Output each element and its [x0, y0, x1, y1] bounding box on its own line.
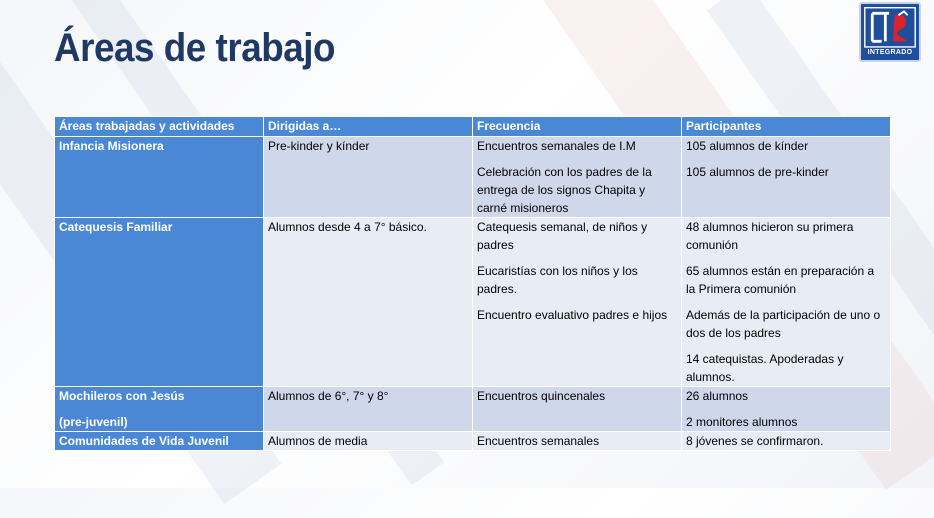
activities-table [54, 116, 891, 451]
participantes-cell [682, 432, 891, 451]
cell-text: Catequesis semanal, de niños y padres [477, 220, 648, 252]
table-row [55, 137, 891, 218]
header-frecuencia: Frecuencia [473, 117, 682, 137]
cell-text: Además de la participación de uno o dos de los padres [686, 308, 881, 340]
header-participantes: Participantes [682, 117, 891, 137]
participantes-cell [682, 137, 891, 218]
participantes-cell [682, 387, 891, 432]
header-dirigidas: Dirigidas a… [264, 117, 473, 137]
cell-text: 8 jóvenes se confirmaron. [686, 434, 824, 448]
area-cell [55, 218, 264, 387]
cell-text: Alumnos de 6°, 7° y 8° [268, 389, 389, 403]
cell-text: Encuentros quincenales [477, 389, 606, 403]
school-logo [859, 2, 921, 62]
cell-text: Pre-kinder y kínder [268, 139, 370, 153]
cell-text: 26 alumnos [686, 389, 749, 403]
dirigidas-cell [264, 137, 473, 218]
cell-text: 65 alumnos están en preparación a la Primera comunión [686, 264, 875, 296]
cell-text: 105 alumnos de pre-kinder [686, 165, 829, 179]
participantes-cell [682, 218, 891, 387]
cell-text: 14 catequistas. Apoderadas y alumnos. [686, 352, 844, 384]
area-name: Mochileros con Jesús [59, 389, 185, 403]
area-cell [55, 387, 264, 432]
cell-text: Celebración con los padres de la entrega de los signos Chapita y carné misioneros [477, 165, 652, 215]
frecuencia-cell [473, 387, 682, 432]
frecuencia-cell [473, 137, 682, 218]
table-header-row [55, 117, 891, 137]
area-cell [55, 432, 264, 451]
cell-text: Encuentros semanales de I.M [477, 139, 636, 153]
logo-text: INTEGRADO [867, 49, 913, 56]
area-cell [55, 137, 264, 218]
dirigidas-cell [264, 218, 473, 387]
dirigidas-cell [264, 432, 473, 451]
cell-text: 2 monitores alumnos [686, 415, 798, 429]
cell-text: 105 alumnos de kínder [686, 139, 809, 153]
slide-title: Áreas de trabajo [54, 26, 336, 70]
table-row [55, 387, 891, 432]
cell-text: Alumnos de media [268, 434, 368, 448]
frecuencia-cell [473, 218, 682, 387]
cell-text: Encuentro evaluativo padres e hijos [477, 308, 668, 322]
dirigidas-cell [264, 387, 473, 432]
cell-text: 48 alumnos hicieron su primera comunión [686, 220, 854, 252]
area-name: Infancia Misionera [59, 139, 164, 153]
frecuencia-cell [473, 432, 682, 451]
table-row [55, 432, 891, 451]
cell-text: Eucaristías con los niños y los padres. [477, 264, 638, 296]
header-areas: Áreas trabajadas y actividades [55, 117, 264, 137]
table-row [55, 218, 891, 387]
cell-text: Encuentros semanales [477, 434, 600, 448]
area-subtitle: (pre-juvenil) [59, 415, 128, 429]
area-name: Catequesis Familiar [59, 220, 173, 234]
area-name: Comunidades de Vida Juvenil [59, 434, 229, 448]
cell-text: Alumnos desde 4 a 7° básico. [268, 220, 427, 234]
